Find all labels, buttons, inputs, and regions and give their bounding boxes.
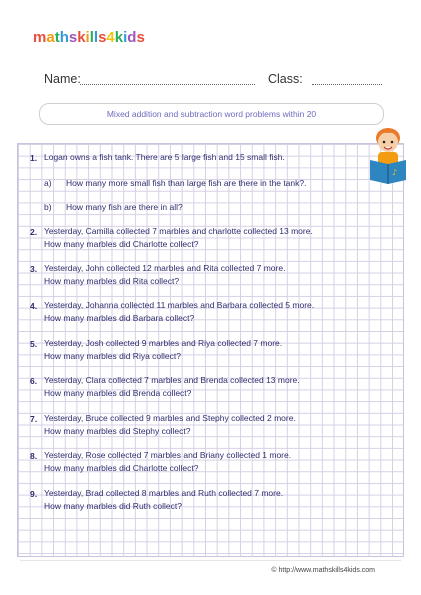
name-label: Name: [44,72,81,86]
question-text: Yesterday, Josh collected 9 marbles and Riya collected 7 more. [44,338,283,348]
question-number: 5. [30,339,38,349]
question-text: Yesterday, John collected 12 marbles and Rita collected 7 more. [44,263,286,273]
question-number: 8. [30,451,38,461]
question-text: Yesterday, Clara collected 7 marbles and Brenda collected 13 more. [44,375,300,385]
question-text: How many marbles did Stephy collect? [44,426,191,436]
class-field[interactable] [312,84,382,85]
question-text: How many marbles did Brenda collect? [44,388,192,398]
question-text: Logan owns a fish tank. There are 5 large fish and 15 small fish. [44,152,285,162]
question-number: 2. [30,227,38,237]
subquestion-text: How many more small fish than large fish are there in the tank?. [66,178,307,188]
class-label: Class: [268,72,303,86]
subquestion-letter: b) [44,202,52,212]
question-number: 4. [30,301,38,311]
question-number: 9. [30,489,38,499]
question-text: How many marbles did Ruth collect? [44,501,182,511]
question-number: 3. [30,264,38,274]
question-number: 1. [30,153,38,163]
question-text: Yesterday, Bruce collected 9 marbles and Stephy collected 2 more. [44,413,296,423]
name-field[interactable] [80,84,255,85]
kid-reading-illustration [366,124,410,191]
question-number: 6. [30,376,38,386]
question-text: How many marbles did Barbara collect? [44,313,195,323]
logo-graphic [33,26,153,48]
logo [33,26,153,48]
worksheet-title: Mixed addition and subtraction word problems within 20 [39,103,384,125]
subquestion-text: How many fish are there in all? [66,202,183,212]
svg-text:mathskills4kids: mathskills4kids [33,29,145,46]
question-text: How many marbles did Riya collect? [44,351,181,361]
question-text: Yesterday, Camilla collected 7 marbles and charlotte collected 13 more. [44,226,313,236]
question-text: How many marbles did Charlotte collect? [44,239,199,249]
question-text: Yesterday, Rose collected 7 marbles and Briany collected 1 more. [44,450,292,460]
question-text: Yesterday, Johanna collected 11 marbles and Barbara collected 5 more. [44,300,315,310]
question-text: Yesterday, Brad collected 8 marbles and Ruth collected 7 more. [44,488,284,498]
footer-divider [20,560,401,561]
question-number: 7. [30,414,38,424]
subquestion-letter: a) [44,178,52,188]
question-text: How many marbles did Rita collect? [44,276,180,286]
svg-text:♪: ♪ [392,168,398,177]
footer-url: © http://www.mathskills4kids.com [271,567,375,574]
question-text: How many marbles did Charlotte collect? [44,463,199,473]
